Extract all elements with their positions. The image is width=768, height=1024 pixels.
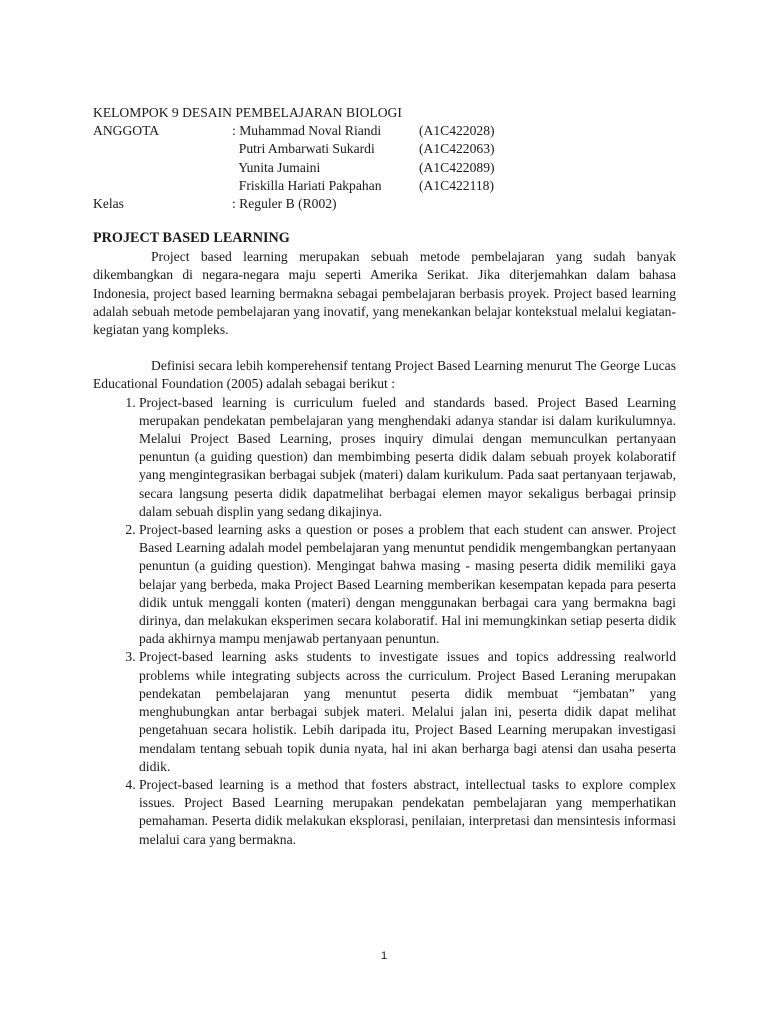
member-row	[93, 159, 676, 177]
members-label: ANGGOTA	[93, 123, 160, 139]
member-row	[93, 177, 676, 195]
member-id: (A1C422118)	[419, 177, 495, 193]
page-number: 1	[380, 950, 388, 962]
list-item: 2. Project-based learning asks a question or poses a problem that each student can answer. Project Based Learning adalah model pembelajaran yang menuntut pendidik mengembangkan pertanyaan penuntun (a guiding question). Mengingat bahwa masing - masing peserta didik memiliki gaya belajar yang berbeda, maka Project Based Learning memberikan kesempatan kepada para peserta didik untuk menggali konten (materi) dengan menggunakan berbagai cara yang bermakna bagi dirinya, dan melakukan eksperimen secara kolaboratif. Hal ini memungkinkan setiap peserta didik pada akhirnya mampu menjawab pertanyaan penuntun.	[139, 521, 676, 648]
member-id: (A1C422089)	[419, 159, 495, 175]
list-item: 4. Project-based learning is a method that fosters abstract, intellectual tasks to explore complex issues. Project Based Learning merupakan pendekatan pembelajaran yang memperhatikan pemahaman. Peserta didik melakukan eksplorasi, penilaian, interpretasi dan mensintesis informasi melalui cara yang bermakna.	[139, 776, 676, 849]
section-heading: PROJECT BASED LEARNING	[93, 230, 290, 247]
member-row: ANGGOTA : Muhammad Noval Riandi (A1C422028)	[93, 122, 676, 140]
list-item: 3. Project-based learning asks students to investigate issues and topics addressing realworld problems while integrating subjects across the curriculum. Project Based Leraning merupakan pendekatan pembelajaran yang menuntut peserta didik membuat “jembatan” yang menghubungkan antar berbagai subjek materi. Melalui jalan ini, peserta didik dapat melihat pengetahuan secara holistik. Lebih daripada itu, Project Based Learning merupakan investigasi mendalam tentang sebuah topik dunia nyata, hal ini akan berharga bagi atensi dan usaha peserta didik.	[139, 648, 676, 775]
document-title: KELOMPOK 9 DESAIN PEMBELAJARAN BIOLOGI	[93, 105, 402, 120]
member-name: Putri Ambarwati Sukardi	[238, 141, 375, 157]
paragraph-definition: Definisi secara lebih komperehensif tentang Project Based Learning menurut The George Lucas Educational Foundation (2005) adalah sebagai berikut :	[93, 358, 676, 392]
member-name: Muhammad Noval Riandi	[239, 123, 382, 139]
member-id: (A1C422063)	[419, 141, 495, 157]
list-item: 1. Project-based learning is curriculum fueled and standards based. Project Based Learning merupakan pendekatan pembelajaran yang menghendaki adanya standar isi dalam kurikulumnya. Melalui Project Based Learning, proses inquiry dimulai dengan memunculkan pertanyaan penuntun (a guiding question) dan membimbing peserta didik dalam sebuah proyek kolaboratif yang mengintegrasikan berbagai subjek (materi) dalam kurikulum. Pada saat pertanyaan terjawab, secara langsung peserta didik dapatmelihat berbagai elemen mayor sekaligus berbagai prinsip dalam sebuah displin yang sedang dikajinya.	[139, 394, 676, 521]
class-row	[93, 195, 676, 213]
definition-list	[93, 394, 676, 849]
member-name: Friskilla Hariati Pakpahan	[238, 177, 382, 193]
paragraph-intro: Project based learning merupakan sebuah metode pembelajaran yang sudah banyak dikembangkan di negara-negara maju seperti Amerika Serikat. Jika diterjemahkan dalam bahasa Indonesia, project based learning bermakna sebagai pembelajaran berbasis proyek. Project based learning adalah sebuah metode pembelajaran yang inovatif, yang menekankan belajar kontekstual melalui kegiatan-kegiatan yang kompleks.	[93, 249, 676, 338]
member-id: (A1C422028)	[419, 123, 495, 139]
class-label: Kelas	[93, 196, 124, 212]
member-name: Yunita Jumaini	[238, 159, 321, 175]
class-value: : Reguler B (R002)	[232, 196, 337, 212]
document-page	[93, 104, 676, 849]
member-row	[93, 140, 676, 158]
